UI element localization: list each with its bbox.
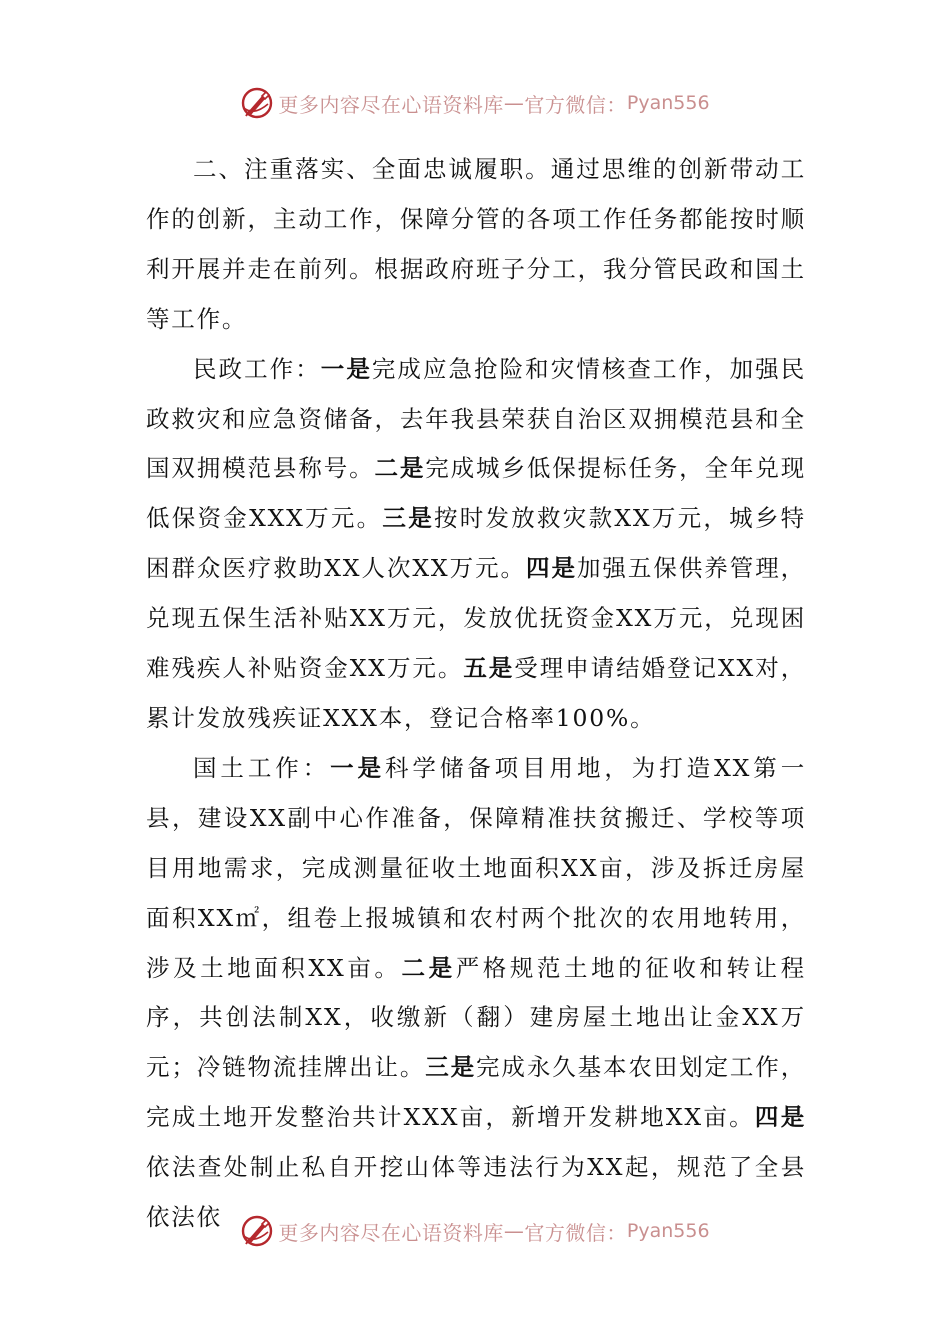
banner-wechat-label: 官方微信： [524, 92, 627, 117]
pen-seal-logo-icon [240, 1214, 274, 1248]
paragraph-text: 受理申请结婚登记XX对，累计发放残疾证XXX本，登记合格率100%。 [146, 654, 806, 732]
bold-ordinal: 五是 [463, 654, 515, 683]
banner-dash: — [503, 1219, 525, 1243]
bold-ordinal: 一是 [320, 354, 372, 383]
bold-ordinal: 四是 [754, 1103, 806, 1132]
banner-wechat-id: Pyan556 [626, 1220, 710, 1242]
paragraph-text: 加强五保供养管理，兑现五保生活补贴XX万元，发放优抚资金XX万元，兑现困难残疾人补贴资金XX万元。 [146, 554, 806, 683]
bold-ordinal: 二是 [401, 953, 456, 982]
banner-site-text: 更多内容尽在心语资料库 [278, 92, 504, 117]
footer-banner [0, 1211, 950, 1251]
paragraph-text: 国土工作： [193, 753, 331, 782]
banner-site-text: 更多内容尽在心语资料库 [278, 1220, 504, 1245]
bold-ordinal: 二是 [374, 454, 426, 483]
banner-dash: — [503, 91, 525, 115]
paragraph [146, 145, 806, 345]
paragraph-text: 完成城乡低保提标任务，全年兑现低保资金XXX万元。 [146, 454, 807, 533]
bold-ordinal: 三是 [425, 1053, 477, 1082]
bold-ordinal: 三是 [382, 504, 434, 533]
paragraph [146, 345, 806, 744]
paragraph-text: 严格规范土地的征收和转让程序，共创法制XX，收缴新（翻）建房屋土地出让金XX万元；冷链物流挂牌出让。 [146, 953, 806, 1082]
banner-wechat-label: 官方微信： [524, 1220, 627, 1245]
bold-ordinal: 四是 [526, 554, 577, 583]
paragraph-text: 民政工作： [193, 354, 321, 383]
paragraph-text: 科学储备项目用地，为打造XX第一县，建设XX副中心作准备，保障精准扶贫搬迁、学校等项目用地需求，完成测量征收土地面积XX亩，涉及拆迁房屋面积XX㎡，组卷上报城镇和农村两个批次的农用地转用，涉及土地面积XX亩。 [146, 753, 806, 982]
banner-wechat-id: Pyan556 [626, 92, 710, 114]
paragraph-text: 完成永久基本农田划定工作，完成土地开发整治共计XXX亩，新增开发耕地XX亩。 [146, 1053, 806, 1132]
document-body [146, 145, 806, 1243]
paragraph-text: 完成应急抢险和灾情核查工作，加强民政救灾和应急资储备，去年我县荣获自治区双拥模范县和全国双拥模范县称号。 [146, 354, 806, 483]
pen-seal-logo-icon [240, 86, 274, 120]
paragraph [146, 744, 806, 1243]
paragraph-text: 二、注重落实、全面忠诚履职。通过思维的创新带动工作的创新，主动工作，保障分管的各项工作任务都能按时顺利开展并走在前列。根据政府班子分工，我分管民政和国土等工作。 [146, 155, 806, 333]
bold-ordinal: 一是 [330, 753, 385, 782]
paragraph-text: 依法查处制止私自开挖山体等违法行为XX起，规范了全县依法依 [146, 1153, 806, 1232]
header-banner [0, 83, 950, 123]
paragraph-text: 按时发放救灾款XX万元，城乡特困群众医疗救助XX人次XX万元。 [146, 504, 806, 583]
